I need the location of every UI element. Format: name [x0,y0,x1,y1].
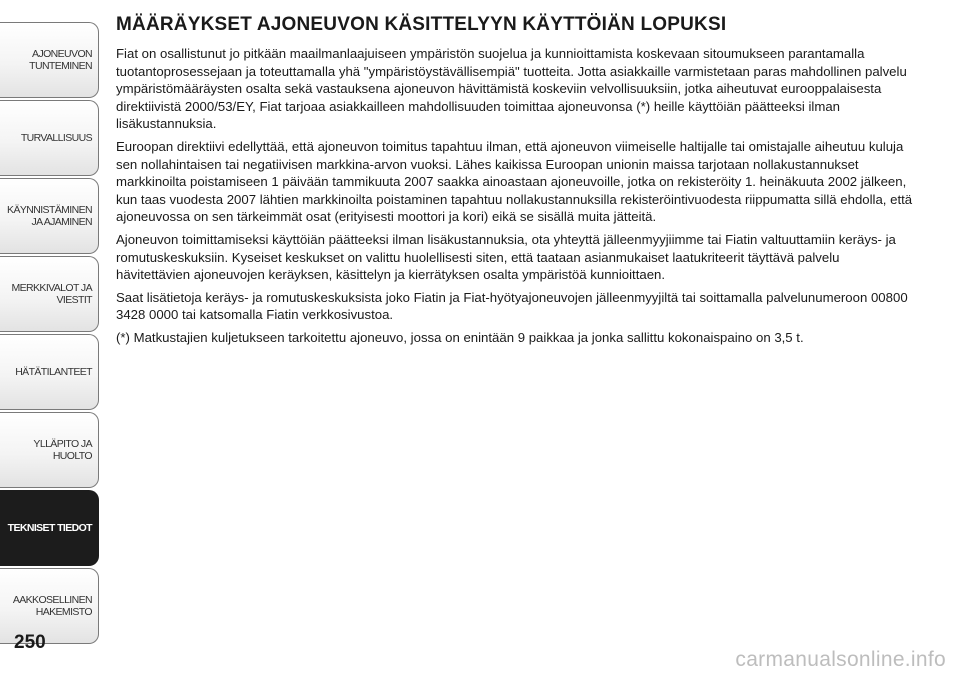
page-title: MÄÄRÄYKSET AJONEUVON KÄSITTELYYN KÄYTTÖIÄN LOPUKSI [116,14,727,35]
paragraph: Fiat on osallistunut jo pitkään maailmanlaajuiseen ympäristön suojelua ja kunnioittamista koskevaan sitoumukseen parantamalla tuotantoprosessejaan ja toteuttamalla yhä "ympäristöystävällisempiä" tuotteita. Jotta asiakkaille varmistetaan paras mahdollinen palvelu ympäristömääräysten osalta sekä vastauksena ajoneuvon hävittämistä koskeviin velvollisuuksiin, jotka aiheutuvat eurooppalaisesta direktiivistä 2000/53/EY, Fiat tarjoaa asiakkailleen mahdollisuuden toimittaa ajoneuvonsa (*) heille käyttöiän päätteeksi ilman lisäkustannuksia. [116,46,907,132]
tab-yllapito[interactable] [0,412,99,488]
tab-label: HÄTÄTILANTEET [15,366,92,378]
paragraph: Saat lisätietoja keräys- ja romutuskeskuksista joko Fiatin ja Fiat-hyötyajoneuvojen jälleenmyyjiltä tai soittamalla palvelunumeroon 00800 3428 0000 tai katsomalla Fiatin verkkosivustoa. [116,289,908,323]
tab-turvallisuus[interactable] [0,100,99,176]
section-tabs [0,22,101,646]
tab-merkkivalot[interactable] [0,256,99,332]
tab-label: YLLÄPITO JA HUOLTO [33,438,92,462]
tab-label: TURVALLISUUS [20,132,92,144]
tab-ajoneuvon-tunteminen[interactable] [0,22,99,98]
tab-label: TEKNISET TIEDOT [7,522,92,534]
tab-tekniset-tiedot[interactable] [0,490,99,566]
tab-label: KÄYNNISTÄMINEN JA AJAMINEN [7,204,92,228]
page-number: 250 [14,632,46,653]
page-content [116,14,916,352]
watermark: carmanualsonline.info [735,648,946,671]
paragraph: Ajoneuvon toimittamiseksi käyttöiän päätteeksi ilman lisäkustannuksia, ota yhteyttä jälleenmyyjiimme tai Fiatin valtuuttamiin keräys- ja romutuskeskuksiin. Kyseiset keskukset on valittu huolellisesti siten, että taataan asianmukaiset laatukriteerit täyttävä palvelu hävitettävien ajoneuvojen keräyksen, käsittelyn ja kierrätyksen osalta ympäristöä kunnioittaen. [116,231,896,283]
footnote: (*) Matkustajien kuljetukseen tarkoitettu ajoneuvo, jossa on enintään 9 paikkaa ja jonka sallittu kokonaispaino on 3,5 t. [116,329,804,345]
tab-label: AAKKOSELLINEN HAKEMISTO [12,594,92,618]
tab-label: MERKKIVALOT JA VIESTIT [11,282,92,306]
tab-label: AJONEUVON TUNTEMINEN [29,48,92,72]
tab-hatatilanteet[interactable] [0,334,99,410]
tab-kaynnistaminen[interactable] [0,178,99,254]
paragraph: Euroopan direktiivi edellyttää, että ajoneuvon toimitus tapahtuu ilman, että ajoneuvon viimeiselle haltijalle tai omistajalle aiheutuu kuluja sen nollahintaisen tai negatiivisen markkina-arvon vuoksi. Lähes kaikissa Euroopan unionin maissa tarjotaan nollakustannukset markkinoilta poistamiseen 1 päivään tammikuuta 2007 saakka ainoastaan ajoneuvoille, jotka on rekisteröity 1. heinäkuuta 2002 jälkeen, kun taas vuodesta 2007 lähtien markkinoilta poistaminen tapahtuu nollakustannuksilla rekisteröintivuodesta riippumatta sillä ehdolla, että ajoneuvossa on sen tärkeimmät osat (erityisesti moottori ja kori) eikä se sisällä muita jätteitä. [116,138,913,225]
